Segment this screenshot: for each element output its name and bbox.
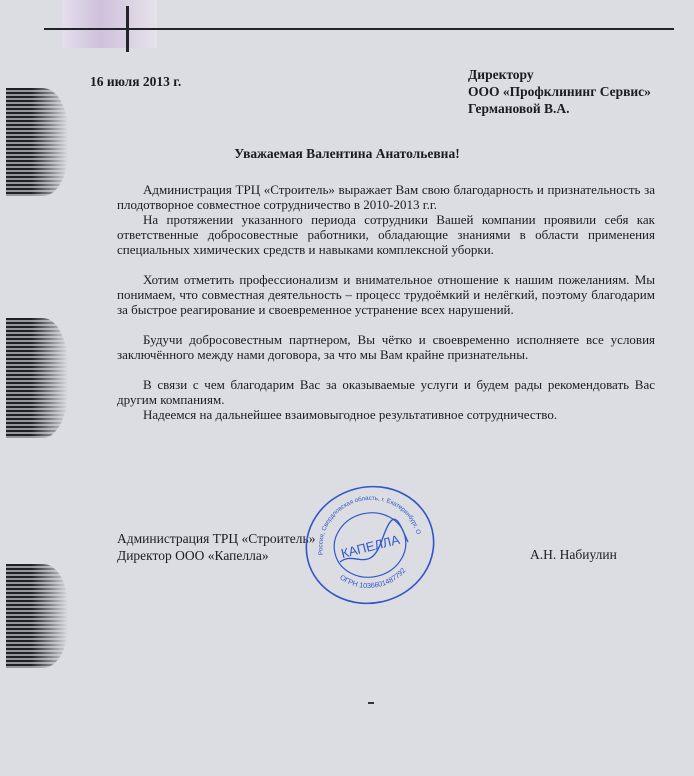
paragraph: На протяжении указанного периода сотрудники Вашей компании проявили себя как ответственные добросовестные работники, обладающие знаниями в области применения специальных химических средств и навыками комплексной уборки. <box>117 212 655 257</box>
paragraph: Администрация ТРЦ «Строитель» выражает Вам свою благодарность и признательность за плодотворное совместное сотрудничество в 2010-2013 г.г. <box>117 182 655 212</box>
signatory-name: А.Н. Набиулин <box>530 547 617 562</box>
paragraph: В связи с чем благодарим Вас за оказываемые услуги и будем рады рекомендовать Вас другим компаниям. <box>117 377 655 407</box>
scan-artifact <box>368 702 374 704</box>
binding-shadow <box>6 564 68 668</box>
company-stamp <box>300 480 440 610</box>
stamp-ring-text: Россия, Свердловская область, г. Екатеринбург, Общество <box>317 494 422 556</box>
recipient-line: ООО «Профклининг Сервис» <box>468 84 651 99</box>
signature-block <box>117 530 315 564</box>
top-mark <box>126 6 129 52</box>
letter-date: 16 июля 2013 г. <box>90 74 182 89</box>
paragraph: Хотим отметить профессионализм и внимательное отношение к нашим пожеланиям. Мы понимаем, что совместная деятельность – процесс трудоёмкий и нелёгкий, поэтому благодарим за быстрое реагирование и своевременное устранение всех нарушений. <box>117 272 655 317</box>
binding-shadow <box>6 88 68 196</box>
binding-shadow <box>6 318 68 438</box>
letter-body <box>117 182 655 422</box>
recipient-block <box>468 66 651 117</box>
top-rule <box>44 28 674 30</box>
recipient-line: Директору <box>468 67 534 82</box>
stamp-center-text: КАПЕЛЛА <box>339 531 402 561</box>
paragraph: Будучи добросовестным партнером, Вы чётко и своевременно исполняете все условия заключённого между нами договора, за что мы Вам крайне признательны. <box>117 332 655 362</box>
signature-line: Директор ООО «Капелла» <box>117 548 269 563</box>
salutation: Уважаемая Валентина Анатольевна! <box>234 146 460 161</box>
signature-line: Администрация ТРЦ «Строитель» <box>117 531 316 546</box>
paragraph: Надеемся на дальнейшее взаимовыгодное результативное сотрудничество. <box>143 407 558 422</box>
scan-artifact <box>62 0 157 48</box>
recipient-line: Германовой В.А. <box>468 101 570 116</box>
stamp-ogrn: ОГРН 1036601487792 <box>338 566 408 590</box>
